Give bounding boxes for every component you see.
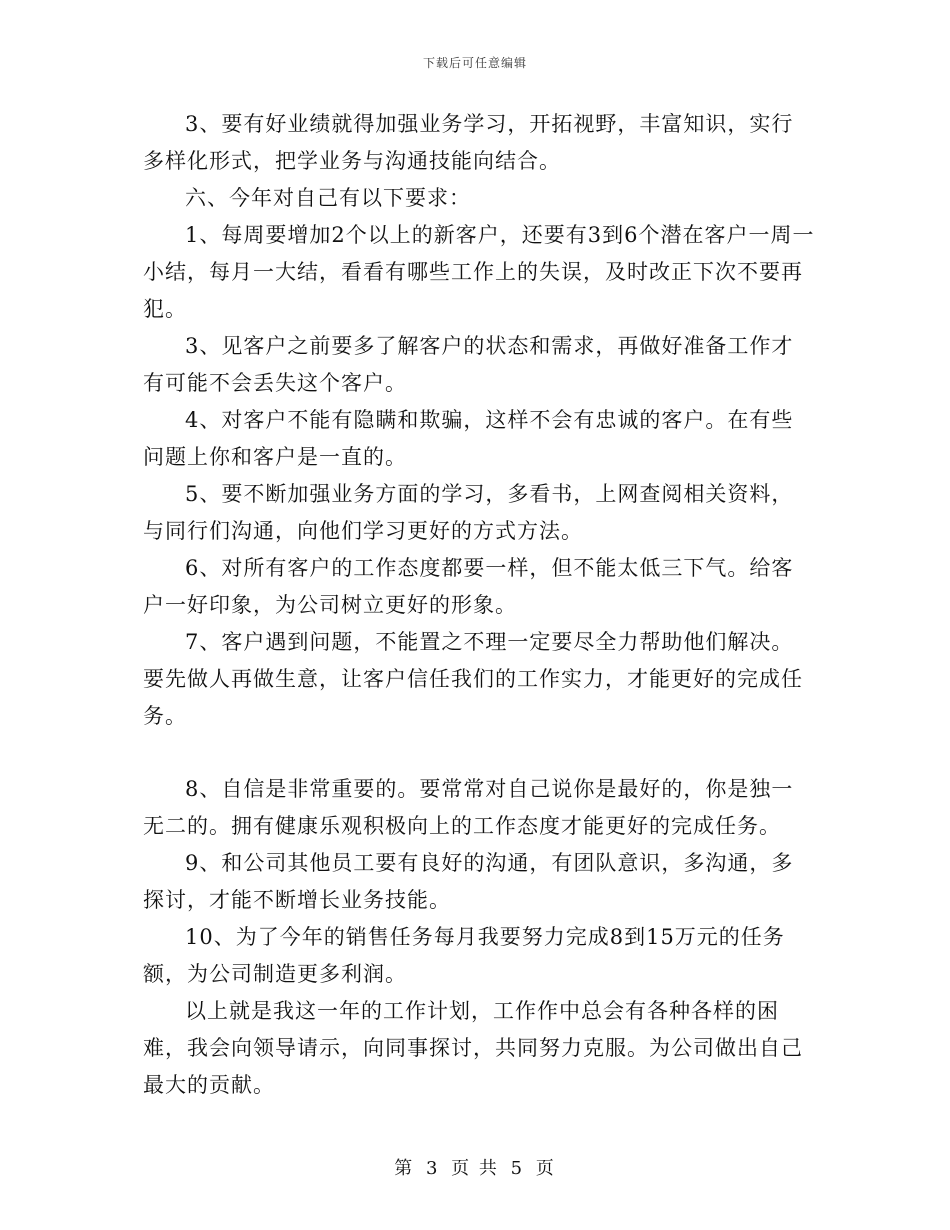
paragraph-item-1-new-clients: 1、每周要增加2个以上的新客户，还要有3到6个潜在客户一周一小结，每月一大结，看看有哪些工作上的失误，及时改正下次不要再犯。: [143, 223, 815, 321]
paragraph-item-8-confidence: 8、自信是非常重要的。要常常对自己说你是最好的，你是独一无二的。拥有健康乐观积极向上的工作态度才能更好的完成任务。: [143, 777, 794, 838]
paragraph-item-3-performance: 3、要有好业绩就得加强业务学习，开拓视野，丰富知识，实行多样化形式，把学业务与沟通技能向结合。: [143, 112, 794, 173]
footer-current-page: 3: [425, 1158, 440, 1179]
footer-suffix: 页: [535, 1158, 556, 1179]
page-header: 下载后可任意编辑: [422, 56, 527, 70]
paragraph-item-3-client-needs: 3、见客户之前要多了解客户的状态和需求，再做好准备工作才有可能不会丢失这个客户。: [143, 334, 794, 395]
paragraph-item-4-honesty: 4、对客户不能有隐瞒和欺骗，这样不会有忠诚的客户。在有些问题上你和客户是一直的。: [143, 408, 794, 469]
footer-prefix: 第: [394, 1158, 415, 1179]
document-body: [143, 106, 815, 1104]
paragraph-conclusion: 以上就是我这一年的工作计划，工作作中总会有各种各样的困难，我会向领导请示，向同事探讨，共同努力克服。为公司做出自己最大的贡献。: [143, 999, 803, 1097]
paragraph-item-9-teamwork: 9、和公司其他员工要有良好的沟通，有团队意识，多沟通，多探讨，才能不断增长业务技能。: [143, 851, 794, 912]
paragraph-item-5-study: 5、要不断加强业务方面的学习，多看书，上网查阅相关资料，与同行们沟通，向他们学习更好的方式方法。: [143, 482, 794, 543]
footer-total-pages: 5: [510, 1158, 525, 1179]
section-heading-six: 六、今年对自己有以下要求：: [185, 186, 471, 210]
paragraph-item-7-help-clients: 7、客户遇到问题，不能置之不理一定要尽全力帮助他们解决。要先做人再做生意，让客户信任我们的工作实力，才能更好的完成任务。: [143, 630, 803, 728]
paragraph-item-6-attitude: 6、对所有客户的工作态度都要一样，但不能太低三下气。给客户一好印象，为公司树立更好的形象。: [143, 556, 794, 617]
paragraph-item-10-sales-target: 10、为了今年的销售任务每月我要努力完成8到15万元的任务额，为公司制造更多利润。: [143, 925, 785, 986]
footer-middle: 页 共: [451, 1158, 499, 1179]
page-footer: [0, 1154, 950, 1180]
